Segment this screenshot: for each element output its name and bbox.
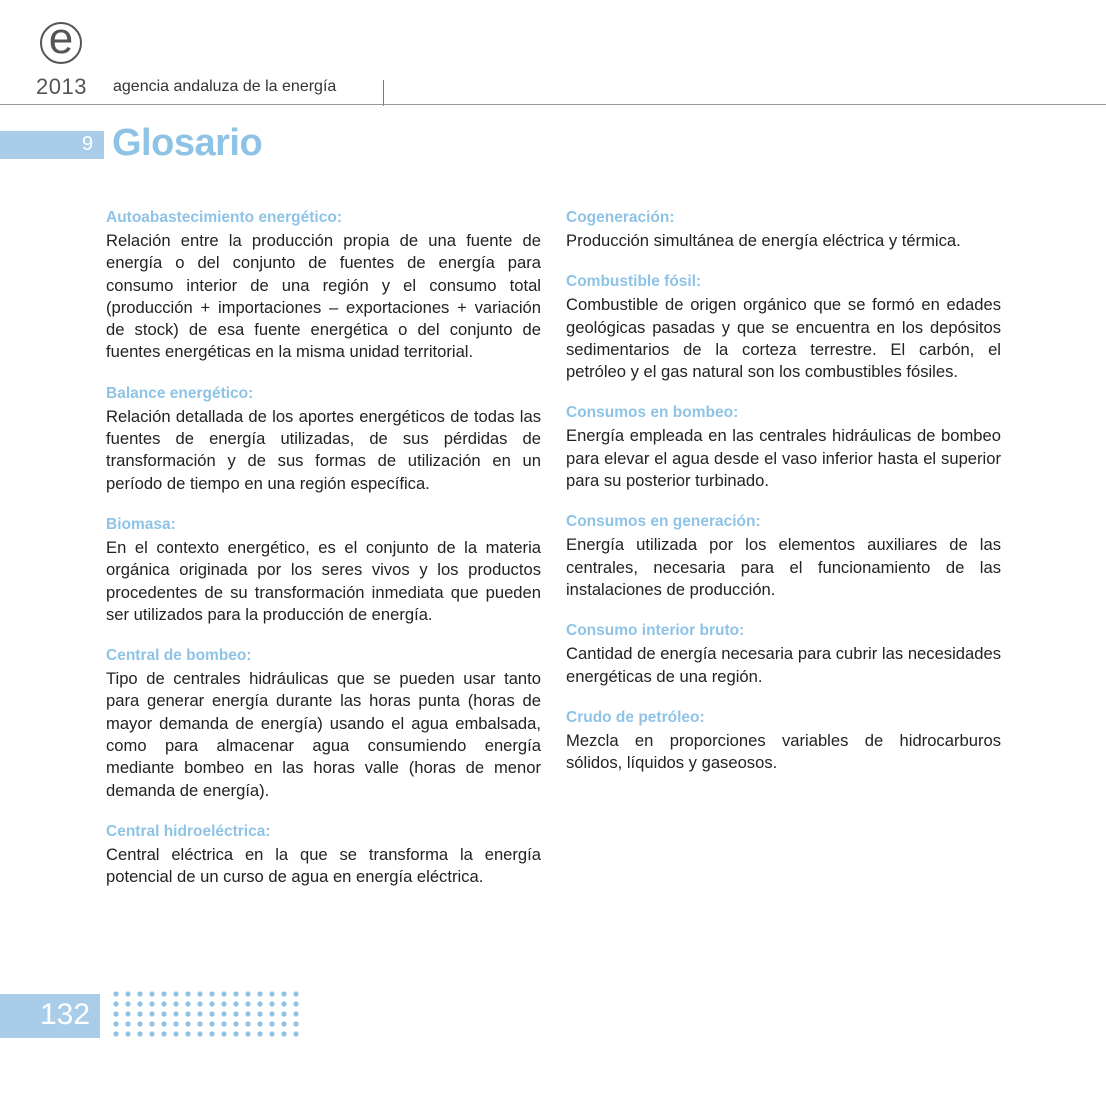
decorative-dot (125, 1001, 130, 1006)
decorative-dot (173, 991, 178, 996)
decorative-dot (197, 1011, 202, 1016)
decorative-dot (185, 1031, 190, 1036)
decorative-dot (269, 1021, 274, 1026)
glossary-definition: Tipo de centrales hidráulicas que se pueden usar tanto para generar energía durante las horas punta (horas de mayor demanda de energía) usando el agua embalsada, como para almacenar agua consumiendo energía mediante bombeo en las horas valle (horas de menor demanda de energía). (106, 669, 541, 800)
decorative-dot (149, 1021, 154, 1026)
decorative-dot (113, 1011, 118, 1016)
glossary-definition: En el contexto energético, es el conjunto de la materia orgánica originada por los seres vivos y los productos procedentes de su transformación inmediata que pueden ser utilizados para la producción de energía. (106, 537, 541, 624)
decorative-dot (161, 1001, 166, 1006)
decorative-dot (185, 1011, 190, 1016)
decorative-dot (293, 1011, 298, 1016)
glossary-definition: Combustible de origen orgánico que se formó en edades geológicas pasadas y que se encuentra en los depósitos sedimentarios de la corteza terrestre. El carbón, el petróleo y el gas natural son los combustibles fósiles. (566, 295, 1001, 382)
decorative-dot (149, 1031, 154, 1036)
glossary-entry (566, 404, 1001, 492)
decorative-dot (161, 1021, 166, 1026)
decorative-dot (281, 1011, 286, 1016)
decorative-dot (281, 1031, 286, 1036)
decorative-dot (245, 991, 250, 996)
decorative-dot (113, 1021, 118, 1026)
decorative-dot (233, 1011, 238, 1016)
decorative-dot (185, 991, 190, 996)
decorative-dot (233, 1001, 238, 1006)
decorative-dot (281, 1001, 286, 1006)
decorative-dot (257, 1031, 262, 1036)
decorative-dot (137, 1011, 142, 1016)
glossary-entry (106, 209, 541, 364)
decorative-dot (137, 1021, 142, 1026)
decorative-dot (173, 1031, 178, 1036)
decorative-dot (197, 991, 202, 996)
page-title: Glosario (112, 122, 263, 164)
decorative-dot (113, 991, 118, 996)
glossary-entry (106, 647, 541, 802)
decorative-dot (161, 991, 166, 996)
glossary-term: Balance energético: (106, 384, 254, 402)
glossary-column-right (566, 209, 1001, 795)
decorative-dot (233, 991, 238, 996)
decorative-dot (173, 1001, 178, 1006)
glossary-definition: Producción simultánea de energía eléctrica y térmica. (566, 231, 961, 250)
decorative-dot (257, 991, 262, 996)
decorative-dot (173, 1021, 178, 1026)
decorative-dot (221, 991, 226, 996)
decorative-dot (221, 1021, 226, 1026)
decorative-dot (233, 1021, 238, 1026)
glossary-term: Consumos en generación: (566, 513, 761, 531)
decorative-dot (197, 1031, 202, 1036)
decorative-dot (209, 991, 214, 996)
decorative-dot (209, 1021, 214, 1026)
decorative-dots-icon (110, 990, 310, 1038)
glossary-term: Biomasa: (106, 515, 176, 533)
decorative-dot (113, 1031, 118, 1036)
glossary-term: Consumo interior bruto: (566, 622, 745, 640)
decorative-dot (293, 991, 298, 996)
decorative-dot (233, 1031, 238, 1036)
header-agency: agencia andaluza de la energía (113, 78, 337, 95)
decorative-dot (137, 1031, 142, 1036)
glossary-term: Combustible fósil: (566, 273, 702, 291)
glossary-term: Central de bombeo: (106, 647, 252, 665)
decorative-dot (125, 1011, 130, 1016)
decorative-dot (185, 1001, 190, 1006)
decorative-dot (293, 1021, 298, 1026)
header-year: 2013 (36, 74, 87, 99)
glossary-entry (566, 273, 1001, 383)
glossary-entry (566, 709, 1001, 775)
header-rule (0, 104, 1106, 105)
decorative-dot (245, 1001, 250, 1006)
glossary-entry (106, 516, 541, 626)
decorative-dot (125, 1031, 130, 1036)
decorative-dot (281, 991, 286, 996)
decorative-dot (269, 1001, 274, 1006)
decorative-dot (161, 1011, 166, 1016)
decorative-dot (149, 1001, 154, 1006)
header-separator (383, 80, 384, 106)
glossary-entry (566, 622, 1001, 688)
decorative-dot (269, 1011, 274, 1016)
decorative-dot (245, 1031, 250, 1036)
decorative-dot (197, 1001, 202, 1006)
glossary-definition: Relación detallada de los aportes energéticos de todas las fuentes de energía utilizadas, de sus pérdidas de transformación y de sus formas de utilización en un período de tiempo en una región específica. (106, 406, 541, 493)
decorative-dot (197, 1021, 202, 1026)
page-number: 132 (40, 998, 91, 1031)
glossary-term: Consumos en bombeo: (566, 404, 739, 422)
decorative-dot (257, 1001, 262, 1006)
decorative-dot (245, 1011, 250, 1016)
glossary-term: Central hidroeléctrica: (106, 822, 271, 840)
glossary-definition: Central eléctrica en la que se transforma la energía potencial de un curso de agua en energía eléctrica. (106, 844, 541, 887)
decorative-dot (209, 1011, 214, 1016)
decorative-dot (149, 1011, 154, 1016)
decorative-dot (113, 1001, 118, 1006)
decorative-dot (293, 1001, 298, 1006)
glossary-entry (106, 823, 541, 889)
decorative-dot (161, 1031, 166, 1036)
decorative-dot (221, 1011, 226, 1016)
decorative-dot (221, 1031, 226, 1036)
decorative-dot (209, 1031, 214, 1036)
decorative-dot (149, 991, 154, 996)
decorative-dot (257, 1011, 262, 1016)
decorative-dot (257, 1021, 262, 1026)
decorative-dot (281, 1021, 286, 1026)
logo-e-icon: e (40, 22, 82, 64)
decorative-dot (125, 1021, 130, 1026)
decorative-dot (137, 1001, 142, 1006)
decorative-dot (269, 991, 274, 996)
glossary-definition: Mezcla en proporciones variables de hidrocarburos sólidos, líquidos y gaseosos. (566, 730, 1001, 773)
decorative-dot (125, 991, 130, 996)
glossary-term: Cogeneración: (566, 209, 675, 226)
glossary-definition: Energía utilizada por los elementos auxiliares de las centrales, necesaria para el funcionamiento de las instalaciones de producción. (566, 535, 1001, 599)
decorative-dot (173, 1011, 178, 1016)
section-number: 9 (82, 133, 94, 155)
glossary-term: Crudo de petróleo: (566, 708, 705, 726)
glossary-definition: Cantidad de energía necesaria para cubrir las necesidades energéticas de una región. (566, 644, 1001, 686)
decorative-dot (209, 1001, 214, 1006)
decorative-dot (245, 1021, 250, 1026)
glossary-entry (566, 513, 1001, 601)
decorative-dot (185, 1021, 190, 1026)
decorative-dot (269, 1031, 274, 1036)
decorative-dot (293, 1031, 298, 1036)
glossary-definition: Relación entre la producción propia de una fuente de energía o del conjunto de fuentes de energía para consumo interior de una región y el consumo total (producción + importaciones – exportaciones + variación de stock) de esa fuente energética o del conjunto de fuentes energéticas en la misma unidad territorial. (106, 231, 541, 362)
glossary-column-left (106, 209, 541, 910)
decorative-dot (221, 1001, 226, 1006)
decorative-dot (137, 991, 142, 996)
glossary-definition: Energía empleada en las centrales hidráulicas de bombeo para elevar el agua desde el vaso inferior hasta el superior para su posterior turbinado. (566, 426, 1001, 491)
glossary-entry (106, 385, 541, 495)
glossary-term: Autoabastecimiento energético: (106, 209, 342, 226)
glossary-entry (566, 209, 1001, 252)
